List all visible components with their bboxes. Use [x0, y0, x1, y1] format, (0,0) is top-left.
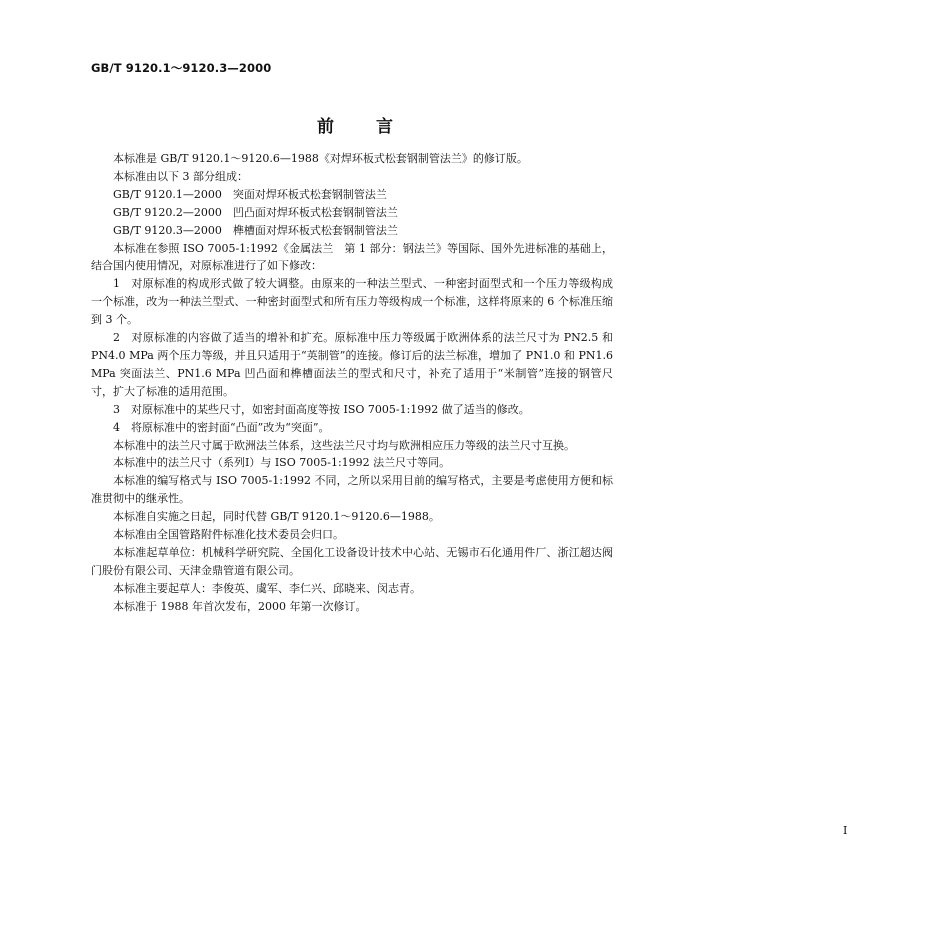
paragraph-supersedes: 本标准自实施之日起，同时代替 GB/T 9120.1～9120.6—1988。 — [113, 510, 440, 524]
paragraph-european-system: 本标准中的法兰尺寸属于欧洲法兰体系，这些法兰尺寸均与欧洲相应压力等级的法兰尺寸互换。 — [113, 438, 575, 452]
paragraph-part-1: GB/T 9120.1—2000 突面对焊环板式松套钢制管法兰 — [113, 187, 387, 201]
paragraph-committee: 本标准由全国管路附件标准化技术委员会归口。 — [113, 528, 344, 542]
page-title: 前 言 — [317, 117, 393, 137]
paragraph-drafting-units: 本标准起草单位：机械科学研究院、全国化工设备设计技术中心站、无锡市石化通用件厂、浙江超达阀门股份有限公司、天津金鼎管道有限公司。 — [91, 545, 613, 577]
paragraph-format-note: 本标准的编写格式与 ISO 7005-1:1992 不同，之所以采用目前的编写格式，主要是考虑使用方便和标准贯彻中的继承性。 — [91, 474, 613, 506]
paragraph-composition: 本标准由以下 3 部分组成： — [113, 169, 248, 183]
paragraph-change-1: 1 对原标准的构成形式做了较大调整。由原来的一种法兰型式、一种密封面型式和一个压力等级构成一个标准，改为一种法兰型式、一种密封面型式和所有压力等级构成一个标准，这样将原来的 6 个标准压缩到 3 个。 — [91, 277, 613, 327]
paragraph-part-3: GB/T 9120.3—2000 榫槽面对焊环板式松套钢制管法兰 — [113, 223, 398, 237]
paragraph-change-2: 2 对原标准的内容做了适当的增补和扩充。原标准中压力等级属于欧洲体系的法兰尺寸为 PN2.5 和 PN4.0 MPa 两个压力等级，并且只适用于“英制管”的连接。修订后的法兰标准，增加了 PN1.0 和 PN1.6 MPa 突面法兰、PN1.6 MPa 凹凸面和榫槽面法兰的型式和尺寸，补充了适用于“米制管”连接的钢管尺寸，扩大了标准的适用范围。 — [91, 331, 613, 398]
foreword-body — [91, 150, 613, 616]
paragraph-change-3: 3 对原标准中的某些尺寸，如密封面高度等按 ISO 7005-1:1992 做了适当的修改。 — [113, 402, 530, 416]
paragraph-drafters: 本标准主要起草人：李俊英、虞军、李仁兴、邱晓来、闵志青。 — [113, 581, 421, 595]
paragraph-change-4: 4 将原标准中的密封面“凸面”改为“突面”。 — [113, 420, 330, 434]
paragraph-history: 本标准于 1988 年首次发布，2000 年第一次修订。 — [113, 599, 367, 613]
standard-code-header: GB/T 9120.1～9120.3—2000 — [91, 61, 272, 75]
paragraph-revision-note: 本标准是 GB/T 9120.1～9120.6—1988《对焊环板式松套钢制管法兰》的修订版。 — [113, 152, 528, 165]
paragraph-part-2: GB/T 9120.2—2000 凹凸面对焊环板式松套钢制管法兰 — [113, 205, 398, 219]
paragraph-reference-basis: 本标准在参照 ISO 7005-1:1992《金属法兰 第 1 部分：钢法兰》等国际、国外先进标准的基础上，结合国内使用情况，对原标准进行了如下修改： — [91, 241, 613, 273]
paragraph-iso-equivalence: 本标准中的法兰尺寸（系列Ⅰ）与 ISO 7005-1:1992 法兰尺寸等同。 — [113, 456, 451, 470]
page-number: I — [843, 824, 848, 837]
